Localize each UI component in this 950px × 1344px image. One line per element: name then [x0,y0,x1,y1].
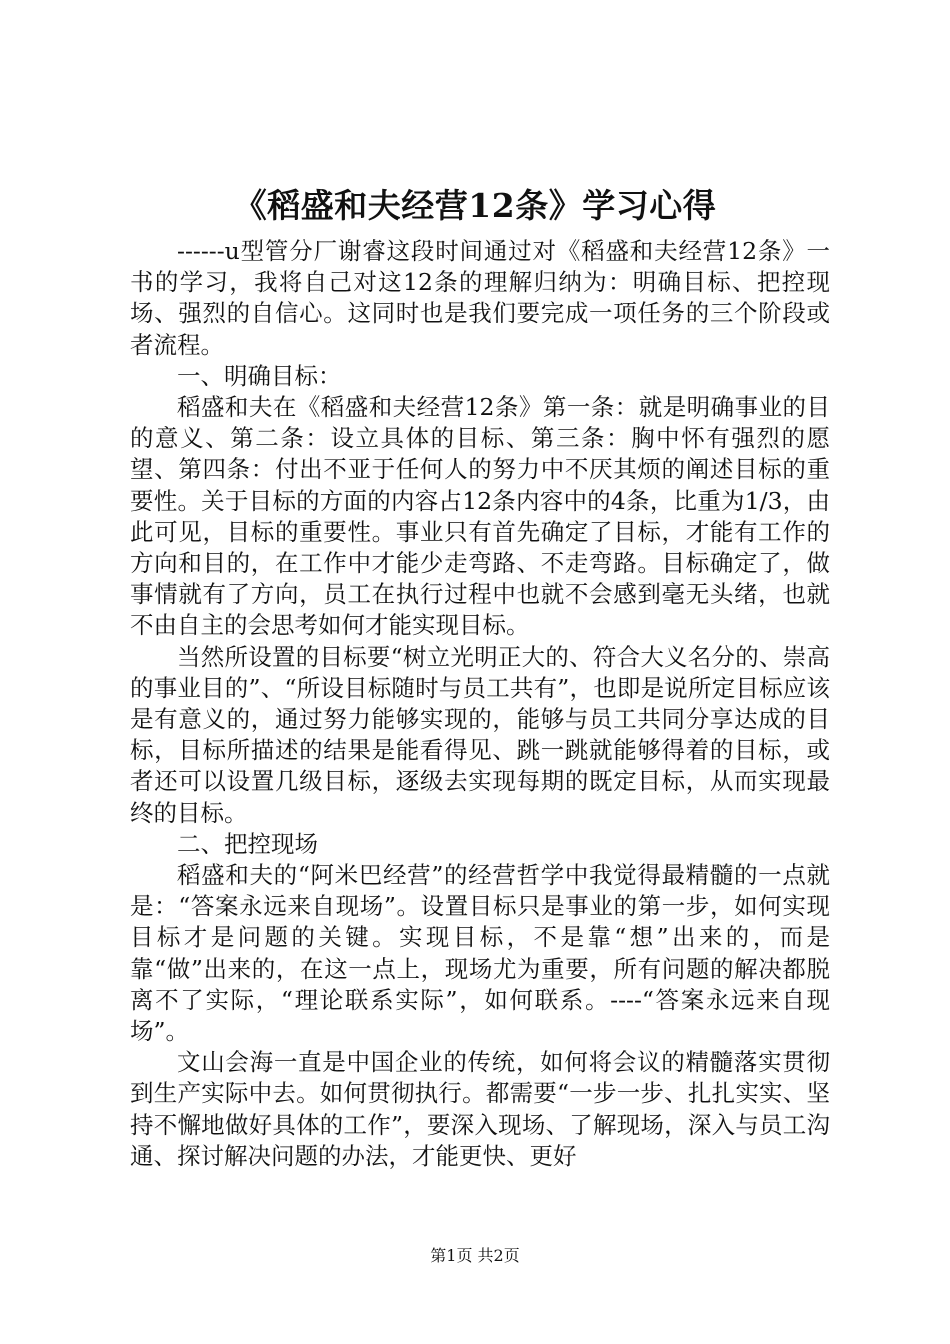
paragraph-section2-a: 稻盛和夫的“阿米巴经营”的经营哲学中我觉得最精髓的一点就是：“答案永远来自现场”。设置目标只是事业的第一步，如何实现目标才是问题的关键。实现目标，不是靠“想”出来的，而是靠“做”出来的，在这一点上，现场尤为重要，所有问题的解决都脱离不了实际，“理论联系实际”，如何联系。----“答案永远来自现场”。 [130,861,830,1046]
section-heading-1: 一、明确目标： [177,361,342,390]
paragraph-section2-b: 文山会海一直是中国企业的传统，如何将会议的精髓落实贯彻到生产实际中去。如何贯彻执行。都需要“一步一步、扎扎实实、坚持不懈地做好具体的工作”，要深入现场、了解现场，深入与员工沟通、探讨解决问题的办法，才能更快、更好 [130,1048,830,1170]
paragraph-section1-a: 稻盛和夫在《稻盛和夫经营12条》第一条：就是明确事业的目的意义、第二条：设立具体的目标、第三条：胸中怀有强烈的愿望、第四条：付出不亚于任何人的努力中不厌其烦的阐述目标的重要性。关于目标的方面的内容占12条内容中的4条，比重为1/3，由此可见，目标的重要性。事业只有首先确定了目标，才能有工作的方向和目的，在工作中才能少走弯路、不走弯路。目标确定了，做事情就有了方向，员工在执行过程中也就不会感到毫无头绪，也就不由自主的会思考如何才能实现目标。 [130,393,830,640]
paragraph-section1-b: 当然所设置的目标要“树立光明正大的、符合大义名分的、崇高的事业目的”、“所设目标随时与员工共有”，也即是说所定目标应该是有意义的，通过努力能够实现的，能够与员工共同分享达成的目标，目标所描述的结果是能看得见、跳一跳就能够得着的目标，或者还可以设置几级目标，逐级去实现每期的既定目标，从而实现最终的目标。 [130,642,830,827]
document-body [130,236,830,1172]
section-heading-2: 二、把控现场 [177,829,318,858]
document-title: 《稻盛和夫经营12条》学习心得 [233,186,717,225]
paragraph-intro: ------u型管分厂谢睿这段时间通过对《稻盛和夫经营12条》一书的学习，我将自己对这12条的理解归纳为：明确目标、把控现场、强烈的自信心。这同时也是我们要完成一项任务的三个阶段或者流程。 [130,237,830,359]
page-footer: 第1页 共2页 [430,1246,520,1265]
